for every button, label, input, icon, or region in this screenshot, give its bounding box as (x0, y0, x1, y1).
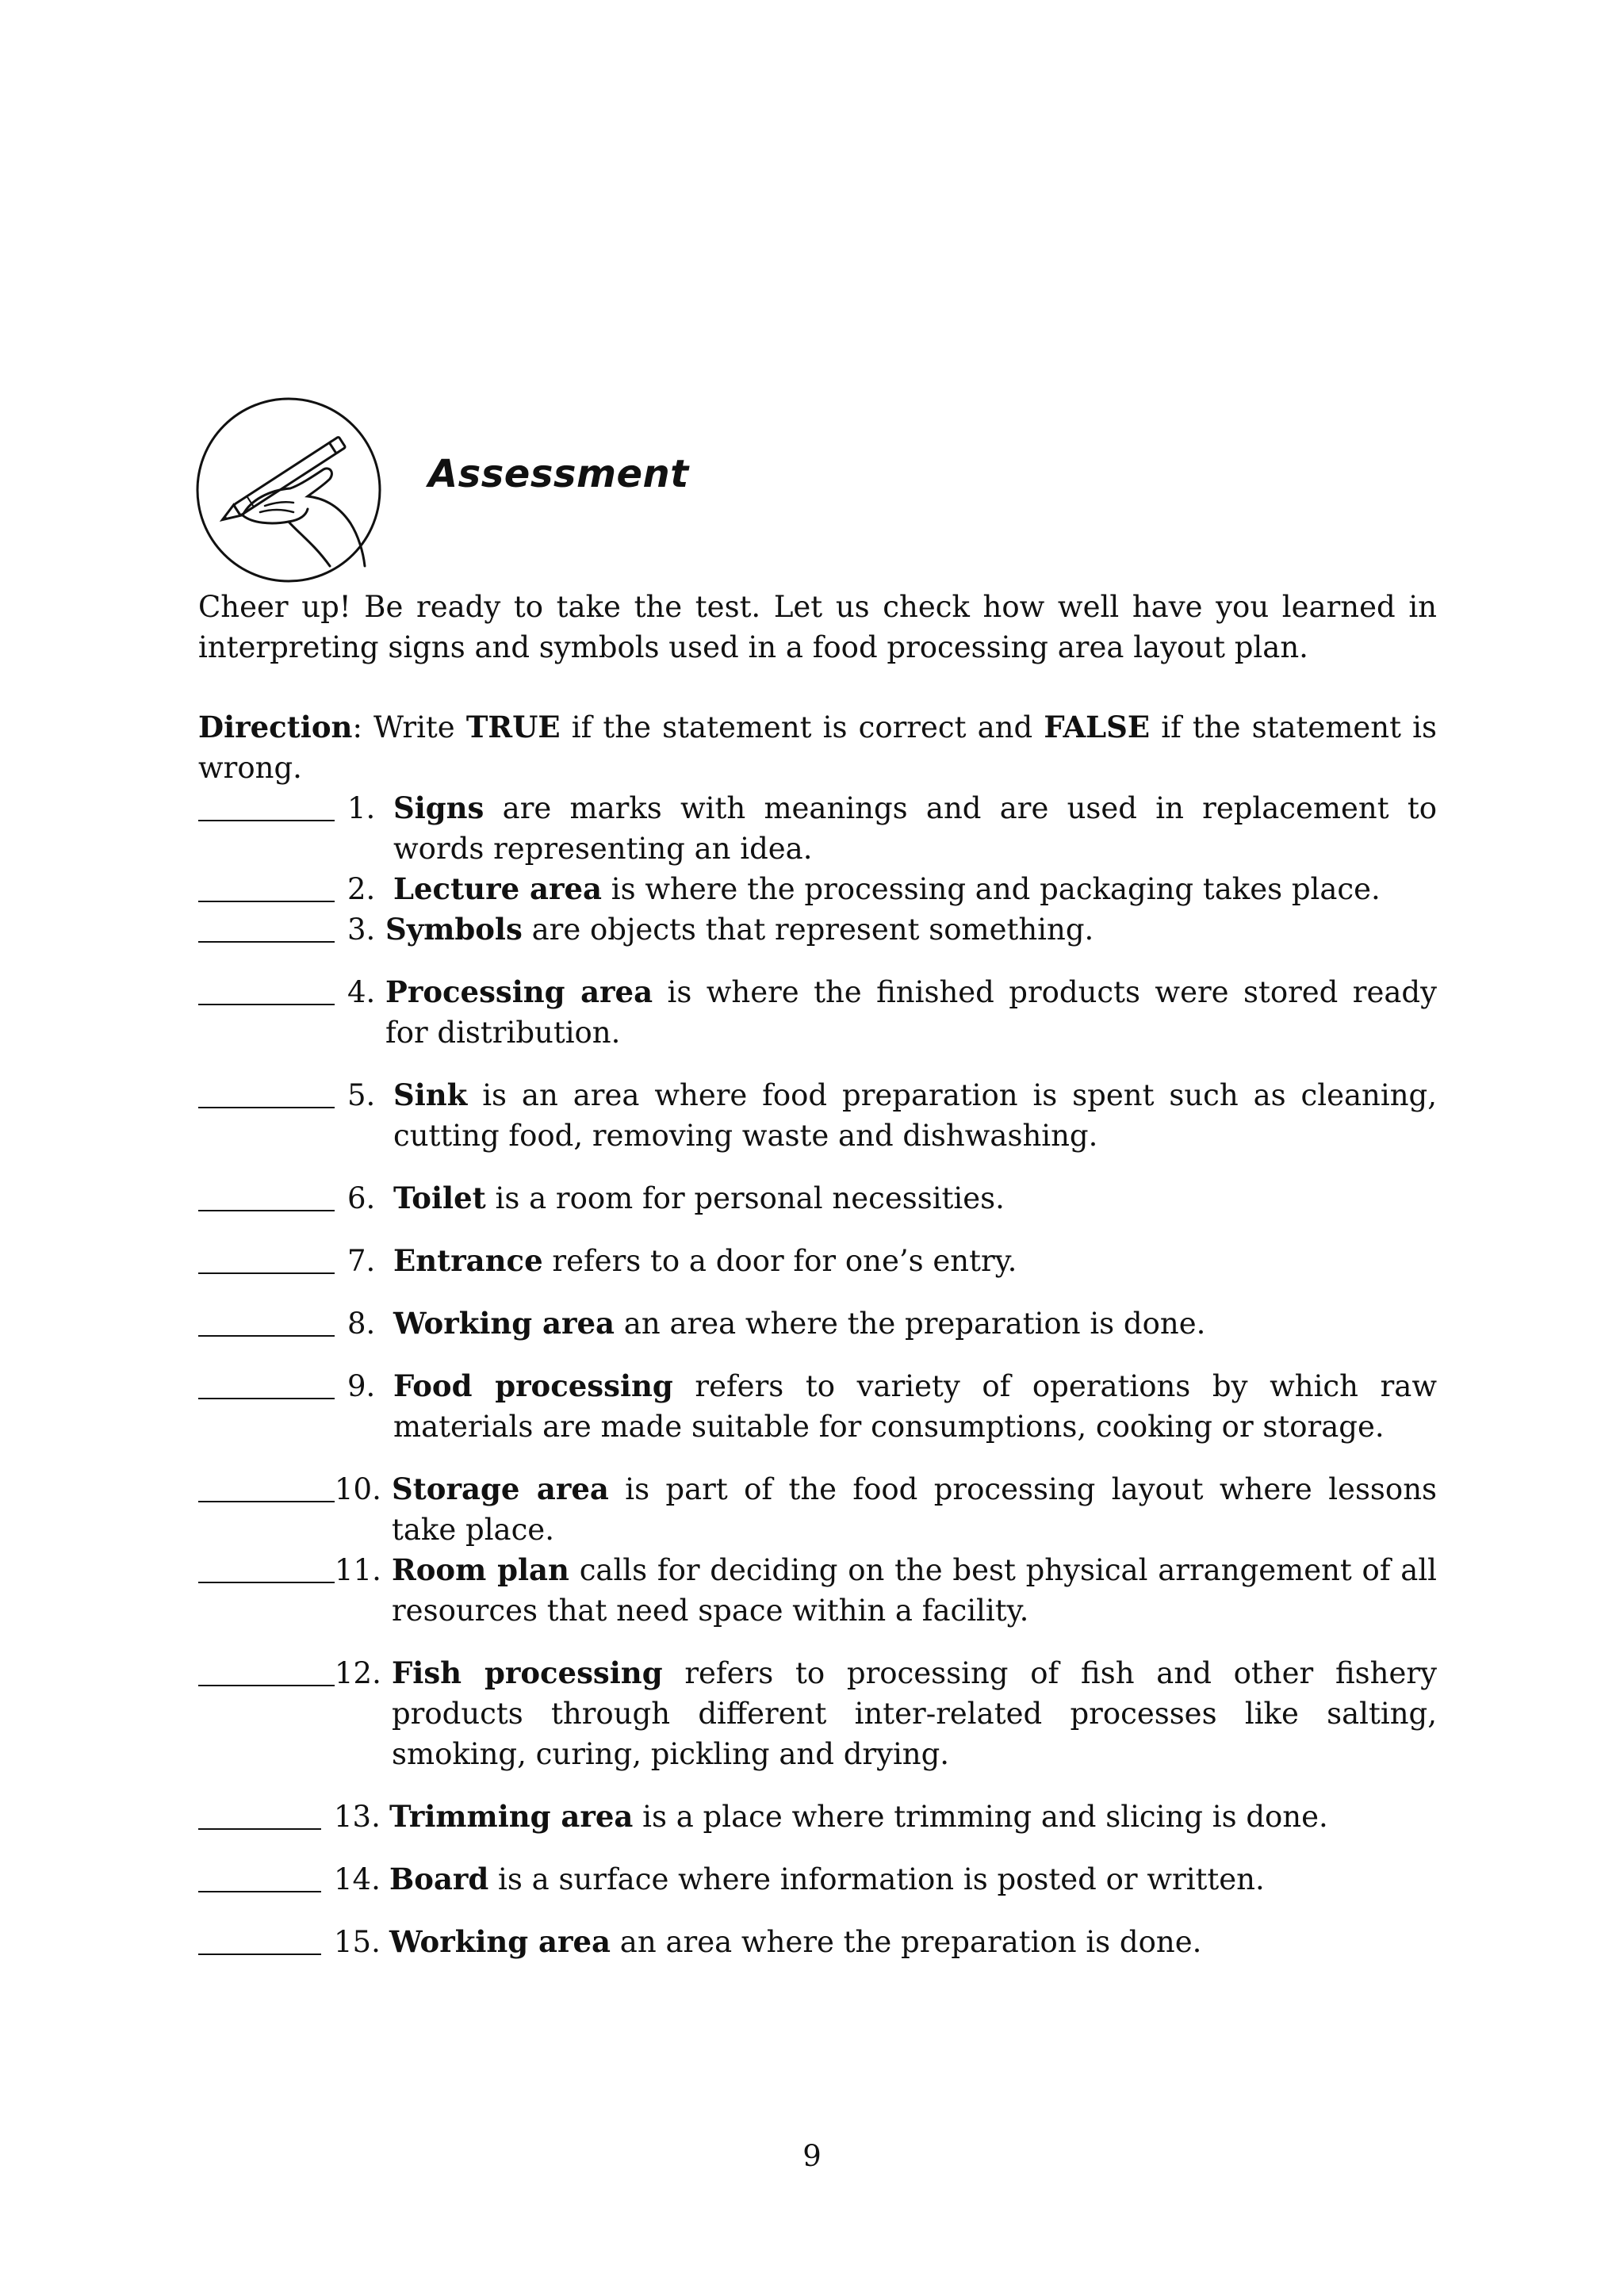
question-list (198, 788, 1437, 1962)
question-number: 4. (347, 975, 376, 1009)
question-text (392, 1653, 1437, 1774)
question-text (389, 1859, 1437, 1900)
answer-blank-2[interactable] (198, 869, 335, 902)
answer-blank-11[interactable] (198, 1550, 335, 1583)
section-heading: Assessment (428, 452, 689, 496)
question-rest: refers to variety of operations by which raw materials are made suitable for consumptions, cooking or storage. (393, 1369, 1437, 1444)
question-term: Signs (393, 790, 485, 825)
question-term: Fish processing (392, 1655, 663, 1690)
question-item-15 (198, 1922, 1437, 1962)
intro-paragraph: Cheer up! Be ready to take the test. Let us check how well have you learned in interpreting signs and symbols used in a food processing area layout plan. (198, 590, 1437, 664)
question-text (393, 1241, 1437, 1281)
question-item-14 (198, 1859, 1437, 1900)
question-term: Storage area (392, 1471, 609, 1506)
question-text (393, 788, 1437, 869)
question-item-10 (198, 1469, 1437, 1550)
question-rest: an area where the preparation is done. (615, 1307, 1206, 1341)
question-number: 5. (347, 1078, 376, 1112)
question-item-11 (198, 1550, 1437, 1631)
question-rest: are marks with meanings and are used in replacement to words representing an idea. (393, 791, 1437, 866)
direction-text-b: if the statement is correct and (560, 710, 1044, 744)
answer-blank-14[interactable] (198, 1859, 321, 1892)
question-item-3 (198, 909, 1437, 950)
direction-label: Direction (198, 710, 353, 744)
question-text (389, 1922, 1437, 1962)
question-number: 9. (347, 1369, 376, 1403)
question-term: Food processing (393, 1368, 673, 1403)
true-word: TRUE (465, 710, 561, 744)
answer-blank-6[interactable] (198, 1178, 335, 1211)
question-number: 11. (335, 1553, 381, 1587)
question-item-7 (198, 1241, 1437, 1281)
question-rest: calls for deciding on the best physical arrangement of all resources that need space within a facility. (392, 1553, 1437, 1628)
question-text (393, 1075, 1437, 1156)
question-term: Board (389, 1862, 489, 1896)
question-number: 12. (335, 1656, 381, 1690)
question-text (392, 1469, 1437, 1550)
answer-blank-5[interactable] (198, 1075, 335, 1108)
question-number: 15. (334, 1925, 381, 1959)
answer-blank-8[interactable] (198, 1303, 335, 1337)
question-item-12 (198, 1653, 1437, 1774)
question-text (393, 1366, 1437, 1447)
worksheet-content (198, 587, 1437, 1962)
question-rest: is a surface where information is posted or written. (488, 1862, 1265, 1896)
question-rest: refers to processing of fish and other fishery products through different inter-related processes like salting, smoking, curing, pickling and drying. (392, 1656, 1437, 1771)
answer-blank-13[interactable] (198, 1797, 321, 1830)
answer-blank-3[interactable] (198, 909, 335, 943)
question-term: Working area (393, 1306, 615, 1341)
question-item-2 (198, 869, 1437, 909)
question-item-13 (198, 1797, 1437, 1837)
question-rest: is a room for personal necessities. (485, 1181, 1005, 1215)
question-item-4 (198, 972, 1437, 1053)
question-item-8 (198, 1303, 1437, 1344)
question-term: Working area (389, 1924, 611, 1959)
question-number: 3. (347, 913, 376, 947)
question-term: Entrance (393, 1243, 543, 1278)
question-rest: is where the finished products were stored ready for distribution. (385, 975, 1438, 1050)
answer-blank-12[interactable] (198, 1653, 335, 1686)
question-term: Room plan (392, 1552, 569, 1587)
question-rest: is where the processing and packaging takes place. (601, 872, 1381, 906)
question-text (389, 1797, 1437, 1837)
question-number: 7. (347, 1244, 376, 1278)
question-term: Lecture area (393, 871, 602, 906)
question-term: Symbols (385, 912, 523, 947)
question-number: 1. (347, 791, 376, 825)
question-term: Sink (393, 1077, 468, 1112)
question-term: Processing area (385, 974, 653, 1009)
question-term: Trimming area (389, 1799, 634, 1834)
question-number: 14. (334, 1862, 381, 1896)
direction-text-a: : Write (352, 710, 466, 744)
false-word: FALSE (1044, 710, 1151, 744)
question-text (393, 1178, 1437, 1219)
question-item-5 (198, 1075, 1437, 1156)
hand-writing-pencil-icon (195, 396, 382, 584)
answer-blank-4[interactable] (198, 972, 335, 1005)
question-rest: an area where the preparation is done. (611, 1925, 1202, 1959)
question-text (393, 869, 1437, 909)
question-number: 13. (334, 1800, 381, 1834)
answer-blank-10[interactable] (198, 1469, 335, 1502)
question-text (392, 1550, 1437, 1631)
question-number: 2. (347, 872, 376, 906)
question-text (385, 909, 1437, 950)
page-number: 9 (802, 2139, 822, 2173)
question-number: 10. (335, 1472, 381, 1506)
question-rest: refers to a door for one’s entry. (542, 1244, 1017, 1278)
question-text (393, 1303, 1437, 1344)
question-number: 6. (347, 1181, 376, 1215)
question-item-6 (198, 1178, 1437, 1219)
question-term: Toilet (393, 1181, 486, 1215)
question-rest: is a place where trimming and slicing is done. (633, 1800, 1328, 1834)
answer-blank-9[interactable] (198, 1366, 335, 1399)
direction-text-c: if the statement is wrong. (198, 710, 1437, 785)
question-item-1 (198, 788, 1437, 869)
direction-paragraph (198, 707, 1437, 788)
answer-blank-7[interactable] (198, 1241, 335, 1274)
question-rest: is an area where food preparation is spent such as cleaning, cutting food, removing waste and dishwashing. (393, 1078, 1437, 1153)
question-text (385, 972, 1437, 1053)
question-number: 8. (347, 1307, 376, 1341)
question-item-9 (198, 1366, 1437, 1447)
answer-blank-1[interactable] (198, 788, 335, 821)
answer-blank-15[interactable] (198, 1922, 321, 1955)
question-rest: are objects that represent something. (522, 913, 1094, 947)
question-rest: is part of the food processing layout where lessons take place. (392, 1472, 1438, 1547)
